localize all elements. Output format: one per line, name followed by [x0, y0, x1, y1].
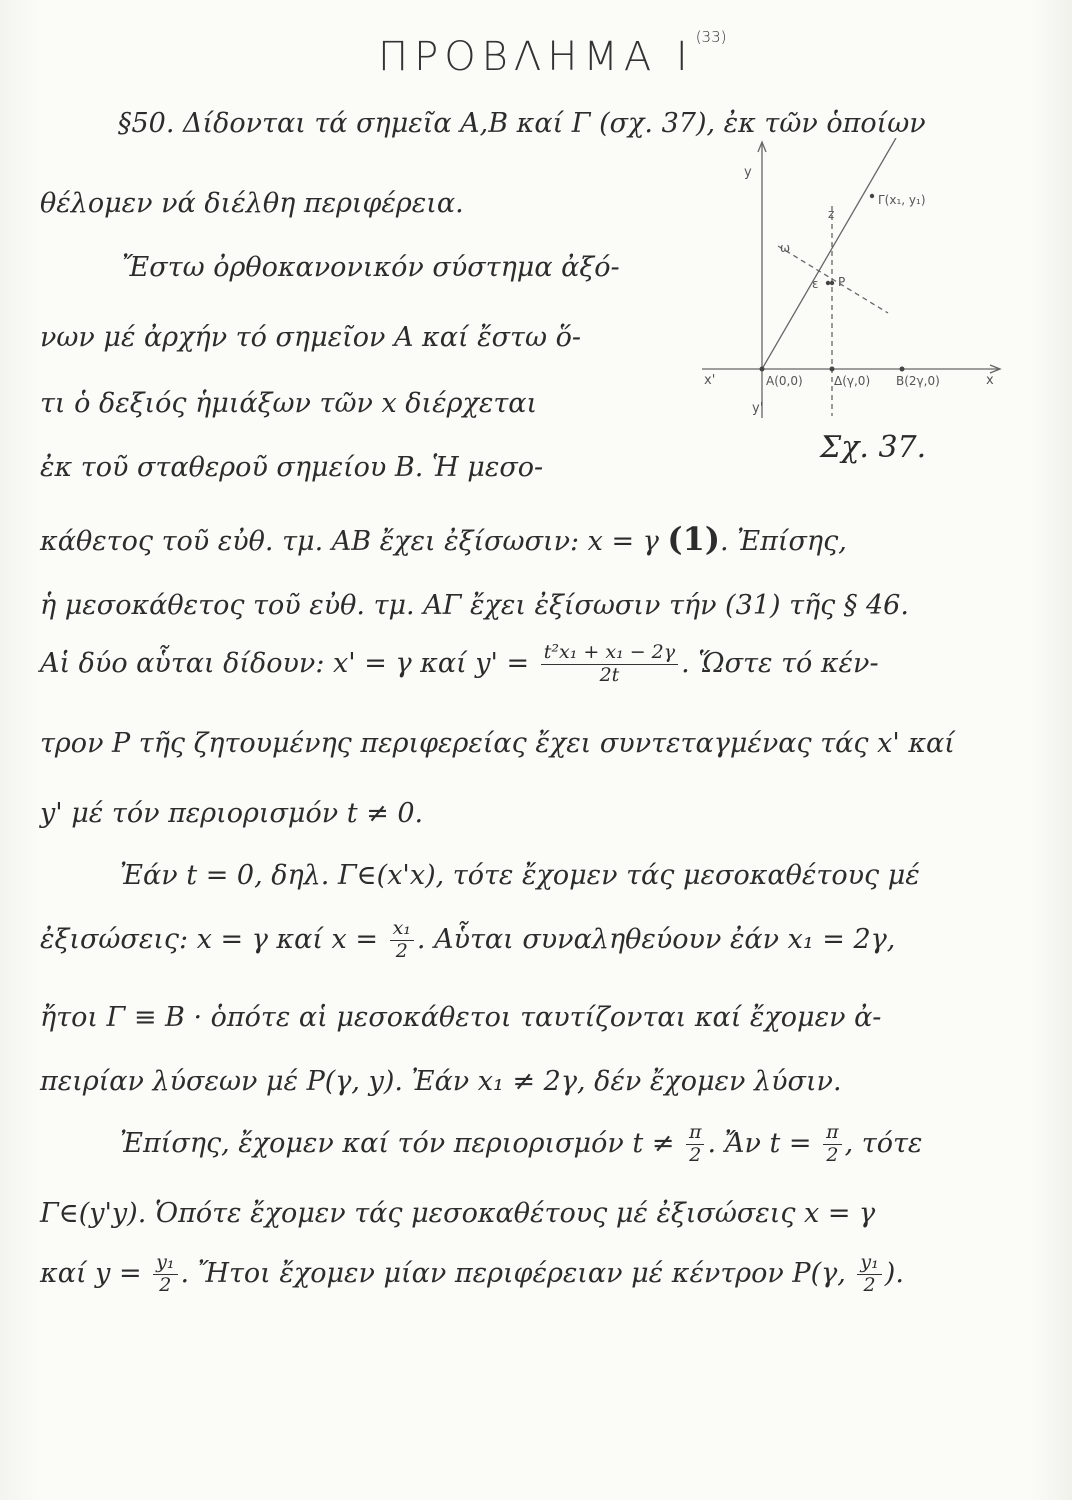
text-line-6: ἐκ τοῦ σταθεροῦ σημείου Β. Ἡ μεσο-: [40, 452, 544, 483]
text-line-18: [40, 1252, 904, 1297]
text-segment: . Ἐπίσης,: [719, 526, 847, 557]
text-segment: καί y =: [40, 1257, 142, 1289]
fraction-denominator: 2: [395, 939, 408, 962]
fraction-numerator: π: [823, 1122, 842, 1145]
fraction-numerator: π: [686, 1122, 705, 1145]
text-line-16: [120, 1122, 922, 1167]
point-gamma: [870, 194, 874, 198]
label-b: Β(2γ,0): [896, 374, 940, 388]
text-segment: , τότε: [844, 1127, 923, 1159]
title-text: ΠΡΟΒΛΗΜΑ Ι: [378, 34, 694, 80]
fraction-denominator: 2: [689, 1143, 702, 1166]
point-a: [760, 367, 765, 372]
label-delta: Δ(γ,0): [834, 374, 871, 388]
label-z: z: [828, 207, 835, 221]
label-a: Α(0,0): [766, 374, 803, 388]
text-line-4: νων μέ ἀρχήν τό σημεῖον Α καί ἔστω ὅ-: [40, 322, 581, 353]
fraction-numerator: y₁: [857, 1252, 881, 1275]
text-segment: κάθετος τοῦ εὐθ. τμ. ΑΒ ἔχει ἐξίσωσιν: x = γ: [40, 526, 659, 557]
label-x: x: [986, 373, 994, 388]
text-line-14: ἤτοι Γ ≡ Β · ὁπότε αἱ μεσοκάθετοι ταυτίζονται καί ἔχομεν ἀ-: [40, 1002, 882, 1033]
perpendicular-bisector-agamma: [778, 246, 888, 313]
text-line-13: [40, 918, 895, 963]
label-omega: ω: [780, 241, 791, 255]
fraction-denominator: 2: [159, 1273, 172, 1296]
text-line-15: πειρίαν λύσεων μέ Ρ(γ, y). Ἐάν x₁ ≠ 2γ, δέν ἔχομεν λύσιν.: [40, 1066, 842, 1097]
fraction-numerator: x₁: [390, 918, 414, 941]
text-line-8: ἡ μεσοκάθετος τοῦ εὐθ. τμ. ΑΓ ἔχει ἐξίσωσιν τήν (31) τῆς § 46.: [40, 590, 909, 621]
text-segment: ἐξισώσεις: x = γ καί x =: [40, 923, 378, 955]
fraction: [541, 642, 678, 687]
fraction: [390, 918, 414, 963]
text-line-11: y' μέ τόν περιορισμόν t ≠ 0.: [40, 798, 424, 829]
text-segment: . Ἄν t =: [707, 1127, 812, 1159]
label-y-prime: y': [752, 401, 764, 416]
fraction-denominator: 2t: [599, 663, 620, 686]
text-segment: ).: [884, 1257, 904, 1289]
text-line-7: [40, 520, 847, 558]
label-gamma: Γ(x₁, y₁): [878, 193, 926, 207]
text-segment: . Ἤτοι ἔχομεν μίαν περιφέρειαν μέ κέντρον Ρ(γ,: [180, 1257, 846, 1289]
text-line-17: Γ∈(y'y). Ὁπότε ἔχομεν τάς μεσοκαθέτους μέ ἐξισώσεις x = γ: [40, 1198, 876, 1229]
coordinate-figure: [690, 138, 1020, 438]
label-e: ε: [812, 277, 819, 291]
label-x-prime: x': [704, 373, 716, 388]
figure-caption: Σχ. 37.: [820, 430, 927, 465]
equation-number: (1): [667, 520, 720, 558]
fraction: [686, 1122, 705, 1167]
fraction-denominator: 2: [826, 1143, 839, 1166]
point-b: [900, 367, 905, 372]
text-segment: Αἱ δύο αὗται δίδουν: x' = γ καί y' =: [40, 647, 530, 679]
text-line-9: [40, 642, 879, 687]
text-line-3: Ἔστω ὀρθοκανονικόν σύστημα ἀξό-: [122, 252, 620, 283]
text-segment: . Αὗται συναληθεύουν ἐάν x₁ = 2γ,: [416, 923, 896, 955]
point-p: [830, 281, 834, 285]
text-line-10: τρον Ρ τῆς ζητουμένης περιφερείας ἔχει συντεταγμένας τάς x' καί: [40, 728, 955, 759]
fraction: [857, 1252, 881, 1297]
text-line-12: Ἐάν t = 0, δηλ. Γ∈(x'x), τότε ἔχομεν τάς μεσοκαθέτους μέ: [120, 860, 920, 891]
fraction: [823, 1122, 842, 1167]
fraction: [153, 1252, 177, 1297]
text-line-5: τι ὁ δεξιός ἡμιάξων τῶν x διέρχεται: [40, 388, 538, 419]
fraction-numerator: y₁: [153, 1252, 177, 1275]
label-p: Ρ: [838, 275, 846, 289]
fraction-numerator: t²x₁ + x₁ − 2γ: [541, 642, 678, 665]
title-footnote: (33): [695, 28, 727, 46]
text-line-2: θέλομεν νά διέλθη περιφέρεια.: [40, 188, 464, 219]
text-segment: Ἐπίσης, ἔχομεν καί τόν περιορισμόν t ≠: [120, 1127, 675, 1159]
point-delta: [830, 367, 835, 372]
text-line-1: §50. Δίδονται τά σημεῖα Α,Β καί Γ (σχ. 37), ἐκ τῶν ὁποίων: [118, 108, 926, 139]
fraction-denominator: 2: [863, 1273, 876, 1296]
text-segment: . Ὥστε τό κέν-: [681, 647, 879, 679]
page-title: [378, 28, 727, 80]
point-e: [826, 281, 830, 285]
label-y: y: [744, 165, 752, 180]
